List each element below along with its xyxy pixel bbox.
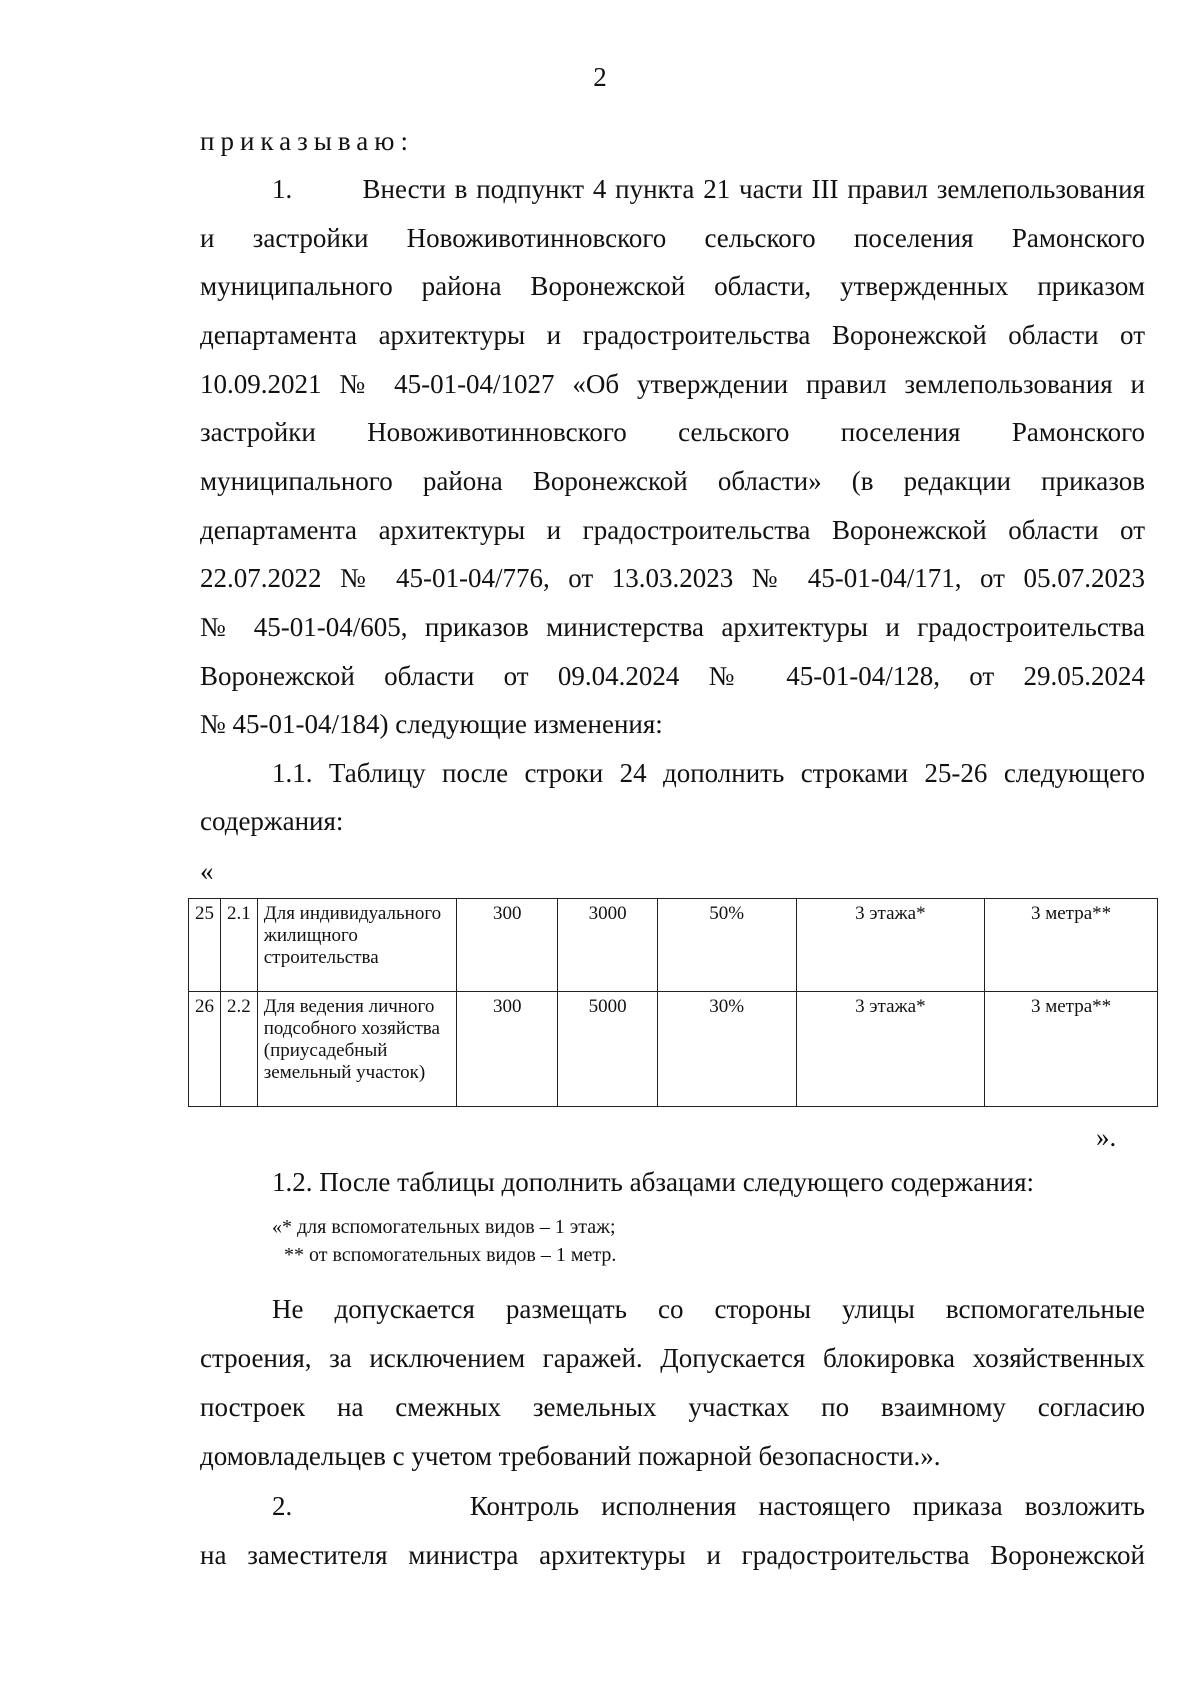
item1-line: 1. Внести в подпункт 4 пункта 21 части III правил землепользования — [272, 174, 1145, 204]
setback-cell: 3 метра** — [985, 992, 1158, 1107]
item1-line: 10.09.2021 № 45-01-04/1027 «Об утверждении правил землепользования и — [200, 369, 1145, 399]
setback-cell: 3 метра** — [985, 899, 1158, 992]
row-number-cell: 25 — [189, 899, 221, 992]
quote-close: ». — [1096, 1122, 1117, 1152]
percent-cell: 50% — [657, 899, 796, 992]
item12-line: 1.2. После таблицы дополнить абзацами следующего содержания: — [272, 1167, 1035, 1197]
max-area-cell: 5000 — [558, 992, 657, 1107]
paragraph-line: Не допускается размещать со стороны улицы вспомогательные — [272, 1294, 1145, 1324]
row-code-cell: 2.2 — [221, 992, 258, 1107]
item1-line: муниципального района Воронежской области, утвержденных приказом — [200, 271, 1145, 301]
paragraph-line: домовладельцев с учетом требований пожарной безопасности.». — [200, 1441, 941, 1471]
intro-text: приказываю: — [200, 126, 414, 156]
floors-cell: 3 этажа* — [796, 899, 984, 992]
item1-line: № 45-01-04/184) следующие изменения: — [200, 709, 663, 739]
item1-line: департамента архитектуры и градостроительства Воронежской области от — [200, 515, 1145, 545]
item1-line: муниципального района Воронежской области» (в редакции приказов — [200, 466, 1145, 496]
item1-line: № 45-01-04/605, приказов министерства архитектуры и градостроительства — [200, 612, 1145, 642]
max-area-cell: 3000 — [558, 899, 657, 992]
norms-table — [188, 898, 1158, 1107]
page-number: 2 — [593, 62, 607, 92]
min-area-cell: 300 — [457, 992, 558, 1107]
item11-line: 1.1. Таблицу после строки 24 дополнить строками 25-26 следующего — [272, 758, 1145, 788]
item2-line: на заместителя министра архитектуры и градостроительства Воронежской — [200, 1540, 1145, 1570]
min-area-cell: 300 — [457, 899, 558, 992]
item2-line: 2. Контроль исполнения настоящего приказа возложить — [272, 1491, 1145, 1521]
item1-line: застройки Новоживотинновского сельского поселения Рамонского — [200, 417, 1145, 447]
footnote-line: ** от вспомогательных видов – 1 метр. — [284, 1244, 617, 1266]
item1-line: Воронежской области от 09.04.2024 № 45-01-04/128, от 29.05.2024 — [200, 661, 1145, 691]
paragraph-line: строения, за исключением гаражей. Допускается блокировка хозяйственных — [200, 1343, 1145, 1373]
row-code-cell: 2.1 — [221, 899, 258, 992]
percent-cell: 30% — [657, 992, 796, 1107]
item11-line: содержания: — [200, 806, 344, 836]
table-row — [189, 992, 1158, 1107]
footnote-line: «* для вспомогательных видов – 1 этаж; — [272, 1216, 616, 1238]
floors-cell: 3 этажа* — [796, 992, 984, 1107]
item1-line: департамента архитектуры и градостроительства Воронежской области от — [200, 320, 1145, 350]
row-name-cell: Для индивидуального жилищного строительства — [257, 899, 456, 992]
item1-line: 22.07.2022 № 45-01-04/776, от 13.03.2023 № 45-01-04/171, от 05.07.2023 — [200, 563, 1145, 593]
item1-line: и застройки Новоживотинновского сельского поселения Рамонского — [200, 223, 1145, 253]
row-number-cell: 26 — [189, 992, 221, 1107]
row-name-cell: Для ведения личного подсобного хозяйства (приусадебный земельный участок) — [257, 992, 456, 1107]
paragraph-line: построек на смежных земельных участках по взаимному согласию — [200, 1392, 1145, 1422]
quote-open: « — [200, 856, 214, 886]
table-row — [189, 899, 1158, 992]
